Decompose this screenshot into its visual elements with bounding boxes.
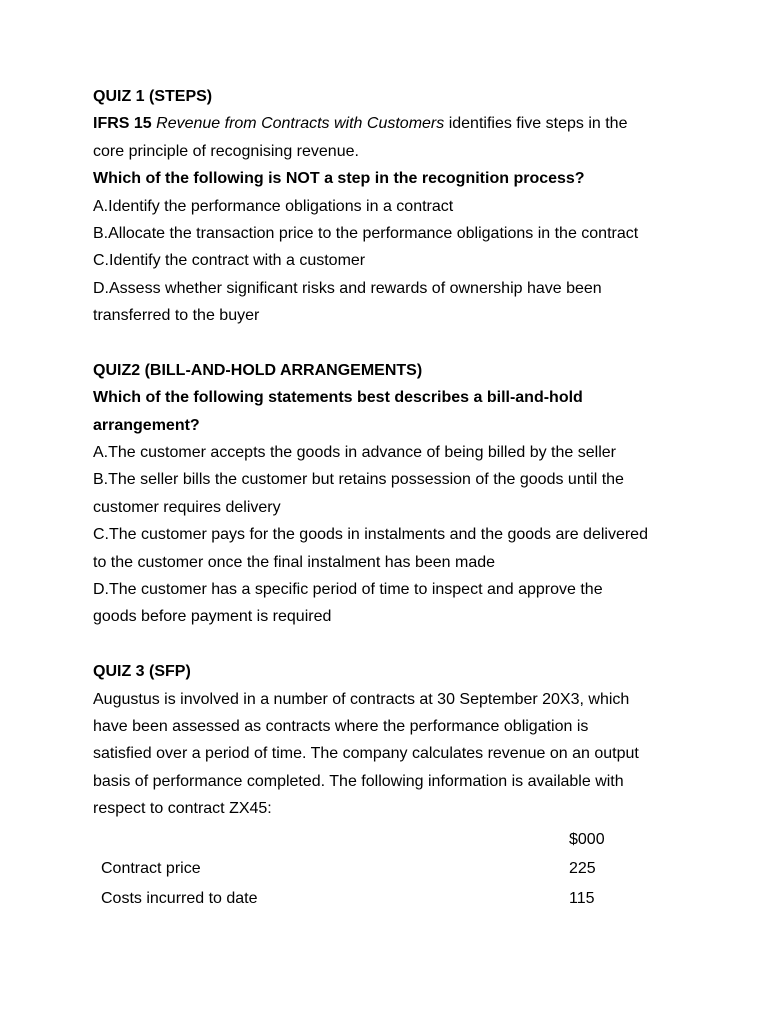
quiz1-intro-standard-name: Revenue from Contracts with Customers xyxy=(156,115,445,133)
table-row xyxy=(93,854,693,884)
document-page xyxy=(93,83,693,913)
quiz3-paragraph-line4: basis of performance completed. The following information is available with xyxy=(93,772,624,790)
quiz3-paragraph-line5: respect to contract ZX45: xyxy=(93,800,272,818)
quiz1-intro-line2: core principle of recognising revenue. xyxy=(93,142,359,160)
quiz2-option-b-line1: B.The seller bills the customer but retains possession of the goods until the xyxy=(93,471,624,489)
quiz2-option-c-line2: to the customer once the final instalment has been made xyxy=(93,553,496,571)
quiz1-intro xyxy=(93,110,693,137)
row-value: 115 xyxy=(569,889,595,907)
quiz2-question-line1: Which of the following statements best describes a bill-and-hold xyxy=(93,389,583,407)
quiz3-title: QUIZ 3 (SFP) xyxy=(93,663,191,681)
quiz1-option-a: A.Identify the performance obligations in a contract xyxy=(93,197,454,215)
quiz2-option-d-line1: D.The customer has a specific period of time to inspect and approve the xyxy=(93,581,603,599)
section-gap xyxy=(93,631,693,658)
quiz1-option-c: C.Identify the contract with a customer xyxy=(93,252,366,270)
quiz2-option-a: A.The customer accepts the goods in advance of being billed by the seller xyxy=(93,444,616,462)
quiz1-title: QUIZ 1 (STEPS) xyxy=(93,88,213,105)
table-header-row xyxy=(93,825,693,855)
row-label: Contract price xyxy=(101,860,201,878)
quiz1-question: Which of the following is NOT a step in the recognition process? xyxy=(93,170,585,188)
quiz3-paragraph-line3: satisfied over a period of time. The company calculates revenue on an output xyxy=(93,745,639,763)
quiz1-option-d-line1: D.Assess whether significant risks and rewards of ownership have been xyxy=(93,279,602,297)
quiz2-option-c-line1: C.The customer pays for the goods in instalments and the goods are delivered xyxy=(93,526,648,544)
quiz3-paragraph-line1: Augustus is involved in a number of contracts at 30 September 20X3, which xyxy=(93,690,630,708)
quiz2-question-line2: arrangement? xyxy=(93,416,200,434)
unit-header: $000 xyxy=(569,830,605,848)
quiz3-paragraph-line2: have been assessed as contracts where the performance obligation is xyxy=(93,717,589,735)
quiz2-option-b-line2: customer requires delivery xyxy=(93,498,281,516)
quiz2-option-d-line2: goods before payment is required xyxy=(93,608,332,626)
quiz1-intro-standard: IFRS 15 xyxy=(93,115,152,133)
quiz1-option-d-line2: transferred to the buyer xyxy=(93,307,260,325)
contract-table xyxy=(93,825,693,914)
row-label: Costs incurred to date xyxy=(101,889,258,907)
section-gap xyxy=(93,330,693,357)
quiz2-title: QUIZ2 (BILL-AND-HOLD ARRANGEMENTS) xyxy=(93,361,423,379)
row-value: 225 xyxy=(569,860,596,878)
quiz1-intro-rest: identifies five steps in the xyxy=(444,115,628,133)
quiz1-option-b: B.Allocate the transaction price to the performance obligations in the contract xyxy=(93,224,639,242)
table-row xyxy=(93,884,693,914)
